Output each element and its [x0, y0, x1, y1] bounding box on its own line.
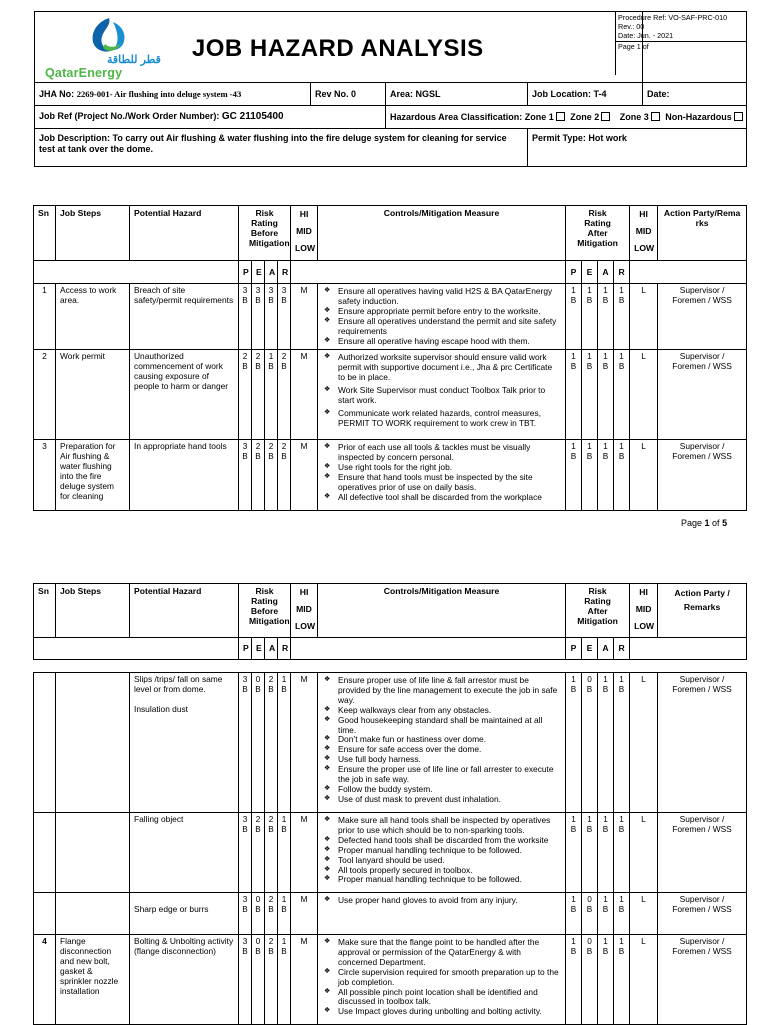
- qatarenergy-logo: [41, 14, 177, 80]
- risk-before-a: 1 B: [265, 350, 278, 440]
- risk-after-p: 1 B: [566, 813, 582, 893]
- logo-arabic: قطر للطاقة: [107, 54, 161, 66]
- date-field: Date:: [643, 83, 747, 106]
- col-risk-after-p2: Risk Rating After Mitigation: [566, 584, 630, 638]
- risk-before-p: 3 B: [239, 440, 252, 511]
- controls-list: [322, 676, 561, 805]
- risk-before-p: 3 B: [239, 893, 252, 935]
- risk-before-p: 2 B: [239, 350, 252, 440]
- risk-after-r: 1 B: [614, 935, 630, 1025]
- control-item: ❖ Ensure all operative having escape hood with them.: [322, 337, 561, 347]
- row-job-step: Preparation for Air flushing & water flushing into the fire deluge system for cleaning: [56, 440, 130, 511]
- zone3-checkbox[interactable]: [651, 112, 660, 121]
- risk-after-p: 1 B: [566, 350, 582, 440]
- risk-before-e: 0 B: [252, 893, 265, 935]
- risk-after-e: 1 B: [582, 440, 598, 511]
- col-e-after: E: [582, 261, 598, 284]
- control-item: ❖ Use Impact gloves during unbolting and bolting activity.: [322, 1007, 561, 1017]
- risk-before-e: 0 B: [252, 673, 265, 813]
- col-p-after: P: [566, 261, 582, 284]
- control-item: ❖ Use of dust mask to prevent dust inhalation.: [322, 795, 561, 805]
- row-job-step: [56, 673, 130, 813]
- permit-type: Permit Type: Hot work: [528, 129, 747, 167]
- hazard-text: Bolting & Unbolting activity (flange disconnection): [134, 936, 234, 956]
- row-hazard: [130, 284, 239, 350]
- row-controls: [318, 813, 566, 893]
- col-potential-hazard-p2: Potential Hazard: [130, 584, 239, 638]
- col-hi-mid-low-after: [630, 206, 658, 261]
- row-job-step: Access to work area.: [56, 284, 130, 350]
- col-a-p2: A: [265, 638, 278, 660]
- col-a-after-p2: A: [598, 638, 614, 660]
- row-sn: [34, 673, 56, 813]
- table-row: [34, 893, 747, 935]
- low-label: LOW: [295, 243, 316, 253]
- mid-label-p2: MID: [296, 604, 312, 614]
- col-r-p2: R: [278, 638, 291, 660]
- row-hazard: [130, 893, 239, 935]
- col-p: P: [239, 261, 252, 284]
- row-action-party: Supervisor / Foremen / WSS: [658, 813, 747, 893]
- control-item: ❖ Good housekeeping standard shall be maintained at all time.: [322, 716, 561, 736]
- col-sn: Sn: [34, 206, 56, 261]
- col-hi-mid-low-p2: [291, 584, 318, 638]
- page-footer: [681, 518, 727, 528]
- control-item: ❖ Use full body harness.: [322, 755, 561, 765]
- risk-before-e: 2 B: [252, 350, 265, 440]
- control-item: ❖ All defective tool shall be discarded from the workplace: [322, 493, 561, 503]
- pear-spacer-end: [630, 261, 747, 284]
- table-row: [34, 440, 747, 511]
- row-sn: [34, 813, 56, 893]
- risk-before-r: 1 B: [278, 813, 291, 893]
- row-hazard: [130, 673, 239, 813]
- control-item: ❖ Make sure all hand tools shall be inspected by operatives prior to use which should be to non-sparking tools.: [322, 816, 561, 836]
- zone2-label: Zone 2: [570, 111, 600, 122]
- risk-level-before: M: [291, 673, 318, 813]
- row-hazard: [130, 935, 239, 1025]
- hi-label-after: HI: [639, 209, 648, 219]
- col-controls-p2: Controls/Mitigation Measure: [318, 584, 566, 638]
- control-item: ❖ All possible pinch point location shall be identified and discussed in toolbox talk.: [322, 988, 561, 1008]
- risk-after-r: 1 B: [614, 350, 630, 440]
- hazard-text: Falling object: [134, 814, 184, 824]
- mid-label-after-p2: MID: [635, 604, 652, 614]
- risk-level-before: M: [291, 440, 318, 511]
- control-item: ❖ Work Site Supervisor must conduct Toolbox Talk prior to start work.: [322, 386, 561, 406]
- pear-spacer-mid-p2: [291, 638, 566, 660]
- table-row: [34, 673, 747, 813]
- risk-before-a: 2 B: [265, 893, 278, 935]
- table-row: [34, 813, 747, 893]
- risk-level-after: L: [630, 813, 658, 893]
- risk-after-a: 1 B: [598, 440, 614, 511]
- col-p-after-p2: P: [566, 638, 582, 660]
- risk-after-r: 1 B: [614, 440, 630, 511]
- risk-before-r: 3 B: [278, 284, 291, 350]
- controls-list: [322, 816, 561, 885]
- risk-level-before: M: [291, 284, 318, 350]
- col-r-after: R: [614, 261, 630, 284]
- risk-before-r: 2 B: [278, 440, 291, 511]
- hazard-text: In appropriate hand tools: [134, 441, 227, 452]
- procedure-date: Date: Jun. - 2021: [618, 31, 674, 40]
- hazard-text: Breach of site safety/permit requirements: [134, 285, 234, 305]
- risk-after-r: 1 B: [614, 673, 630, 813]
- risk-after-a: 1 B: [598, 935, 614, 1025]
- risk-before-a: 2 B: [265, 440, 278, 511]
- row-controls: [318, 350, 566, 440]
- col-hi-mid-low: [291, 206, 318, 261]
- risk-after-e: 1 B: [582, 813, 598, 893]
- page-prefix: Page: [681, 518, 705, 528]
- risk-level-after: L: [630, 935, 658, 1025]
- controls-list: [322, 938, 561, 1017]
- page-total: 5: [722, 518, 728, 528]
- control-item: ❖ Authorized worksite supervisor should ensure valid work permit with supportive document i.e., Jha & prc Certificate to be in place.: [322, 353, 561, 383]
- risk-after-p: 1 B: [566, 935, 582, 1025]
- risk-after-a: 1 B: [598, 813, 614, 893]
- row-action-party: Supervisor / Foremen / WSS: [658, 893, 747, 935]
- table-row: [34, 350, 747, 440]
- control-item: ❖ Ensure proper use of life line & fall arrestor must be provided by the line management to execute the job in safe way.: [322, 676, 561, 706]
- page-of: of: [709, 518, 723, 528]
- risk-after-r: 1 B: [614, 893, 630, 935]
- row-sn: 3: [34, 440, 56, 511]
- risk-after-e: 1 B: [582, 350, 598, 440]
- col-e-after-p2: E: [582, 638, 598, 660]
- row-controls: [318, 284, 566, 350]
- col-e: E: [252, 261, 265, 284]
- risk-after-a: 1 B: [598, 893, 614, 935]
- procedure-ref: Procedure Ref: VO-SAF-PRC-010: [618, 13, 728, 22]
- row-job-step: [56, 893, 130, 935]
- row-sn: [34, 893, 56, 935]
- risk-after-a: 1 B: [598, 284, 614, 350]
- row-hazard: [130, 813, 239, 893]
- control-item: ❖ Ensure all operatives understand the permit and site safety requirements: [322, 317, 561, 337]
- col-a: A: [265, 261, 278, 284]
- row-action-party: Supervisor / Foremen / WSS: [658, 673, 747, 813]
- job-description: Job Description: To carry out Air flushing & water flushing into the fire deluge system for cleaning for service test at tank over the dome.: [35, 129, 528, 167]
- col-r: R: [278, 261, 291, 284]
- hi-label-p2: HI: [299, 587, 309, 597]
- zone3-label: Zone 3: [619, 111, 649, 122]
- risk-after-r: 1 B: [614, 813, 630, 893]
- mid-label-after: MID: [635, 226, 652, 236]
- row-controls: [318, 673, 566, 813]
- risk-after-a: 1 B: [598, 350, 614, 440]
- control-item: ❖ Ensure appropriate permit before entry to the worksite.: [322, 307, 561, 317]
- rows-page1: [34, 284, 747, 511]
- control-item: ❖ Keep walkways clear from any obstacles.: [322, 706, 561, 716]
- table-row: [34, 284, 747, 350]
- job-ref-value: GC 21105400: [221, 111, 284, 123]
- risk-before-r: 1 B: [278, 935, 291, 1025]
- row-job-step: Flange disconnection and new bolt, gasket & sprinkler nozzle installation: [56, 935, 130, 1025]
- procedure-box: [615, 12, 746, 42]
- risk-after-e: 1 B: [582, 284, 598, 350]
- hazard-text: Sharp edge or burrs: [134, 904, 209, 914]
- row-action-party: Supervisor / Foremen / WSS: [658, 440, 747, 511]
- controls-list: [322, 896, 561, 906]
- hazard-text-secondary: Insulation dust: [134, 703, 189, 714]
- control-item: ❖ Use proper hand gloves to avoid from any injury.: [322, 896, 561, 906]
- hazard-text: Slips /trips/ fall on same level or from dome.: [134, 674, 223, 694]
- low-label-after-p2: LOW: [634, 621, 655, 631]
- control-item: ❖ Make sure that the flange point to be handled after the approval or permission of the QatarEnergy & with concerned Department.: [322, 938, 561, 968]
- col-sn-p2: Sn: [34, 584, 56, 638]
- control-item: ❖ Follow the buddy system.: [322, 785, 561, 795]
- mid-label: MID: [296, 226, 312, 236]
- logo-cell: [35, 12, 184, 83]
- col-job-steps: Job Steps: [56, 206, 130, 261]
- risk-after-p: 1 B: [566, 440, 582, 511]
- row-action-party: Supervisor / Foremen / WSS: [658, 284, 747, 350]
- risk-level-after: L: [630, 440, 658, 511]
- risk-after-e: 0 B: [582, 893, 598, 935]
- risk-before-p: 3 B: [239, 813, 252, 893]
- procedure-page: Page 1 of: [615, 42, 746, 75]
- jha-no-label: JHA No:: [39, 88, 75, 99]
- procedure-cell: [618, 12, 747, 83]
- row-hazard: [130, 350, 239, 440]
- row-controls: [318, 440, 566, 511]
- pear-spacer-p2: [34, 638, 239, 660]
- risk-before-e: 2 B: [252, 440, 265, 511]
- risk-before-a: 3 B: [265, 284, 278, 350]
- risk-level-after: L: [630, 284, 658, 350]
- controls-list: [322, 443, 561, 502]
- control-item: ❖ Proper manual handling technique to be followed.: [322, 846, 561, 856]
- pear-spacer-mid: [291, 261, 566, 284]
- risk-after-r: 1 B: [614, 284, 630, 350]
- control-item: ❖ Circle supervision required for smooth preparation up to the job completion.: [322, 968, 561, 988]
- doc-title: JOB HAZARD ANALYSIS: [191, 34, 484, 62]
- risk-level-before: M: [291, 350, 318, 440]
- area: Area: NGSL: [386, 83, 528, 106]
- hazardous-label: Hazardous Area Classification: Zone 1: [390, 111, 554, 122]
- control-item: ❖ Ensure the proper use of life line or fall arrester to execute the job in safe way.: [322, 765, 561, 785]
- risk-after-e: 0 B: [582, 935, 598, 1025]
- procedure-rev: Rev.: 00: [618, 22, 645, 31]
- col-hi-mid-low-after-p2: [630, 584, 658, 638]
- non-hazardous-label: Non-Hazardous: [665, 111, 732, 122]
- hi-label-after-p2: HI: [639, 587, 648, 597]
- risk-after-p: 1 B: [566, 673, 582, 813]
- job-ref-label: Job Ref (Project No./Work Order Number):: [39, 111, 220, 122]
- risk-before-p: 3 B: [239, 284, 252, 350]
- col-a-after: A: [598, 261, 614, 284]
- risk-before-e: 0 B: [252, 935, 265, 1025]
- risk-before-r: 1 B: [278, 673, 291, 813]
- risk-before-p: 3 B: [239, 673, 252, 813]
- row-action-party: Supervisor / Foremen / WSS: [658, 350, 747, 440]
- row-controls: [318, 893, 566, 935]
- control-item: ❖ Ensure all operatives having valid H2S & BA QatarEnergy safety induction.: [322, 287, 561, 307]
- risk-before-p: 3 B: [239, 935, 252, 1025]
- title-cell: [184, 12, 643, 83]
- row-hazard: [130, 440, 239, 511]
- control-item: ❖ Ensure that hand tools must be inspected by the site operatives prior of use on daily basis.: [322, 473, 561, 493]
- col-risk-after: Risk Rating After Mitigation: [566, 206, 630, 261]
- rev-no: Rev No. 0: [311, 83, 386, 106]
- jha-header: [34, 11, 746, 167]
- hazardous-area-cell: [386, 106, 747, 129]
- risk-after-p: 1 B: [566, 893, 582, 935]
- low-label-p2: LOW: [295, 621, 316, 631]
- row-sn: 1: [34, 284, 56, 350]
- row-sn: 2: [34, 350, 56, 440]
- jha-no-value: 2269-001- Air flushing into deluge system -43: [76, 88, 242, 99]
- col-risk-before-p2: Risk Rating Before Mitigation: [239, 584, 291, 638]
- hazard-table-page2-header: [33, 583, 746, 660]
- logo-name: QatarEnergy: [45, 66, 123, 80]
- page-number: 1: [704, 518, 710, 528]
- col-e-p2: E: [252, 638, 265, 660]
- row-action-party: Supervisor / Foremen / WSS: [658, 935, 747, 1025]
- risk-level-before: M: [291, 893, 318, 935]
- rows-page2: [34, 673, 747, 1025]
- hazard-text: Unauthorized commencement of work causing exposure of people to harm or danger: [134, 351, 229, 392]
- risk-before-r: 2 B: [278, 350, 291, 440]
- row-controls: [318, 935, 566, 1025]
- col-job-steps-p2: Job Steps: [56, 584, 130, 638]
- col-potential-hazard: Potential Hazard: [130, 206, 239, 261]
- controls-list: [322, 353, 561, 428]
- zone2-checkbox[interactable]: [601, 112, 610, 121]
- control-item: ❖ All tools properly secured in toolbox.: [322, 866, 561, 876]
- control-item: ❖ Ensure for safe access over the dome.: [322, 745, 561, 755]
- risk-before-a: 2 B: [265, 813, 278, 893]
- pear-spacer-end-p2: [630, 638, 747, 660]
- risk-level-after: L: [630, 893, 658, 935]
- control-item: ❖ Prior of each use all tools & tackles must be visually inspected by concern personal.: [322, 443, 561, 463]
- table-row: [34, 935, 747, 1025]
- col-action-party: Action Party/Rema rks: [658, 206, 747, 261]
- control-item: ❖ Defected hand tools shall be discarded from the worksite: [322, 836, 561, 846]
- row-sn: 4: [34, 935, 56, 1025]
- risk-before-e: 2 B: [252, 813, 265, 893]
- hazard-table-page2: [33, 672, 746, 1025]
- risk-before-a: 2 B: [265, 935, 278, 1025]
- risk-after-a: 1 B: [598, 673, 614, 813]
- non-hazardous-checkbox[interactable]: [734, 112, 743, 121]
- col-action-party-p2: Action Party / Remarks: [658, 584, 747, 638]
- col-p-p2: P: [239, 638, 252, 660]
- col-r-after-p2: R: [614, 638, 630, 660]
- risk-after-p: 1 B: [566, 284, 582, 350]
- row-job-step: Work permit: [56, 350, 130, 440]
- row-job-step: [56, 813, 130, 893]
- control-item: ❖ Use right tools for the right job.: [322, 463, 561, 473]
- pear-spacer: [34, 261, 239, 284]
- logo-mark-icon: [79, 14, 139, 58]
- zone1-checkbox[interactable]: [556, 112, 565, 121]
- control-item: ❖ Don’t make fun or hastiness over dome.: [322, 735, 561, 745]
- col-risk-before: Risk Rating Before Mitigation: [239, 206, 291, 261]
- hi-label: HI: [299, 209, 309, 219]
- jha-no-cell: [35, 83, 311, 106]
- risk-before-e: 3 B: [252, 284, 265, 350]
- risk-level-after: L: [630, 673, 658, 813]
- risk-level-after: L: [630, 350, 658, 440]
- risk-level-before: M: [291, 935, 318, 1025]
- low-label-after: LOW: [634, 243, 655, 253]
- control-item: ❖ Tool lanyard should be used.: [322, 856, 561, 866]
- controls-list: [322, 287, 561, 346]
- hazard-table-page1: [33, 205, 746, 511]
- job-location: Job Location: T-4: [528, 83, 643, 106]
- control-item: ❖ Communicate work related hazards, control measures, PERMIT TO WORK requirement to work crew in TBT.: [322, 409, 561, 429]
- control-item: ❖ Proper manual handling technique to be followed.: [322, 875, 561, 885]
- risk-after-e: 0 B: [582, 673, 598, 813]
- risk-before-a: 2 B: [265, 673, 278, 813]
- col-controls: Controls/Mitigation Measure: [318, 206, 566, 261]
- risk-level-before: M: [291, 813, 318, 893]
- job-ref-cell: [35, 106, 386, 129]
- risk-before-r: 1 B: [278, 893, 291, 935]
